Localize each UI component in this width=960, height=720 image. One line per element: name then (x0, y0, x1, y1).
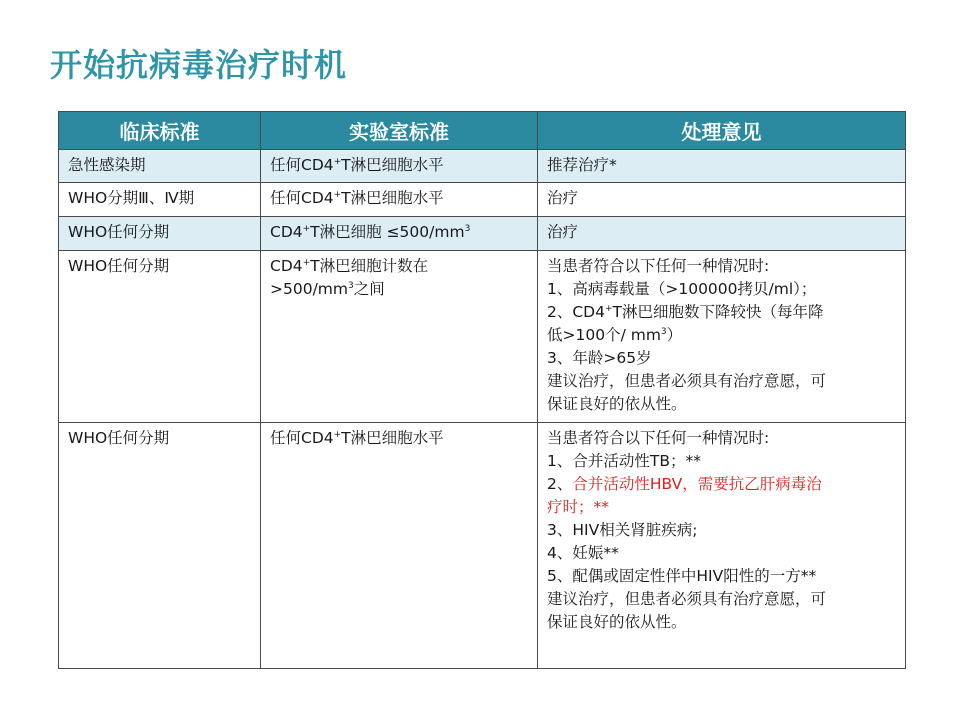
cell-advice: 治疗 (538, 183, 906, 217)
cell-advice: 当患者符合以下任何一种情况时: 1、合并活动性TB；** 2、合并活动性HBV，需要抗乙肝病毒治 疗时；** 3、HIV相关肾脏疾病; 4、妊娠** 5、配偶或固定性伴中HIV阳性的一方** 建议治疗，但患者必须具有治疗意愿，可 保证良好的依从性。 (538, 423, 906, 669)
cell-lab: 任何CD4+T淋巴细胞水平 (261, 183, 538, 217)
table-header-row (59, 112, 906, 150)
cell-clinical: 急性感染期 (59, 150, 261, 183)
header-advice: 处理意见 (538, 112, 906, 150)
header-lab: 实验室标准 (261, 112, 538, 150)
cell-advice: 推荐治疗* (538, 150, 906, 183)
cell-clinical: WHO分期Ⅲ、Ⅳ期 (59, 183, 261, 217)
table-row (59, 150, 906, 183)
table-row (59, 217, 906, 251)
cell-lab: CD4+T淋巴细胞 $\le 500/mm^3$ (261, 217, 538, 251)
slide-title: 开始抗病毒治疗时机 (50, 46, 348, 84)
cell-clinical: WHO任何分期 (59, 251, 261, 423)
cell-lab: CD4+T淋巴细胞计数在 $>500/mm^3$之间 (261, 251, 538, 423)
cell-lab: 任何CD4+T淋巴细胞水平 (261, 423, 538, 669)
cell-clinical: WHO任何分期 (59, 423, 261, 669)
treatment-timing-table (58, 111, 906, 669)
cell-lab: 任何CD4+T淋巴细胞水平 (261, 150, 538, 183)
cell-clinical: WHO任何分期 (59, 217, 261, 251)
cell-advice: 治疗 (538, 217, 906, 251)
cell-advice: 当患者符合以下任何一种情况时: 1、高病毒载量（>100000拷贝/ml）； 2、CD4+T淋巴细胞数下降较快（每年降 低>100个/ $mm^3$） 3、年龄>65岁 建议治疗，但患者必须具有治疗意愿，可 保证良好的依从性。 (538, 251, 906, 423)
table-row (59, 423, 906, 669)
highlight-hbv: 合并活动性HBV，需要抗乙肝病毒治 (572, 475, 822, 493)
table-row (59, 251, 906, 423)
header-clinical: 临床标准 (59, 112, 261, 150)
table-row (59, 183, 906, 217)
